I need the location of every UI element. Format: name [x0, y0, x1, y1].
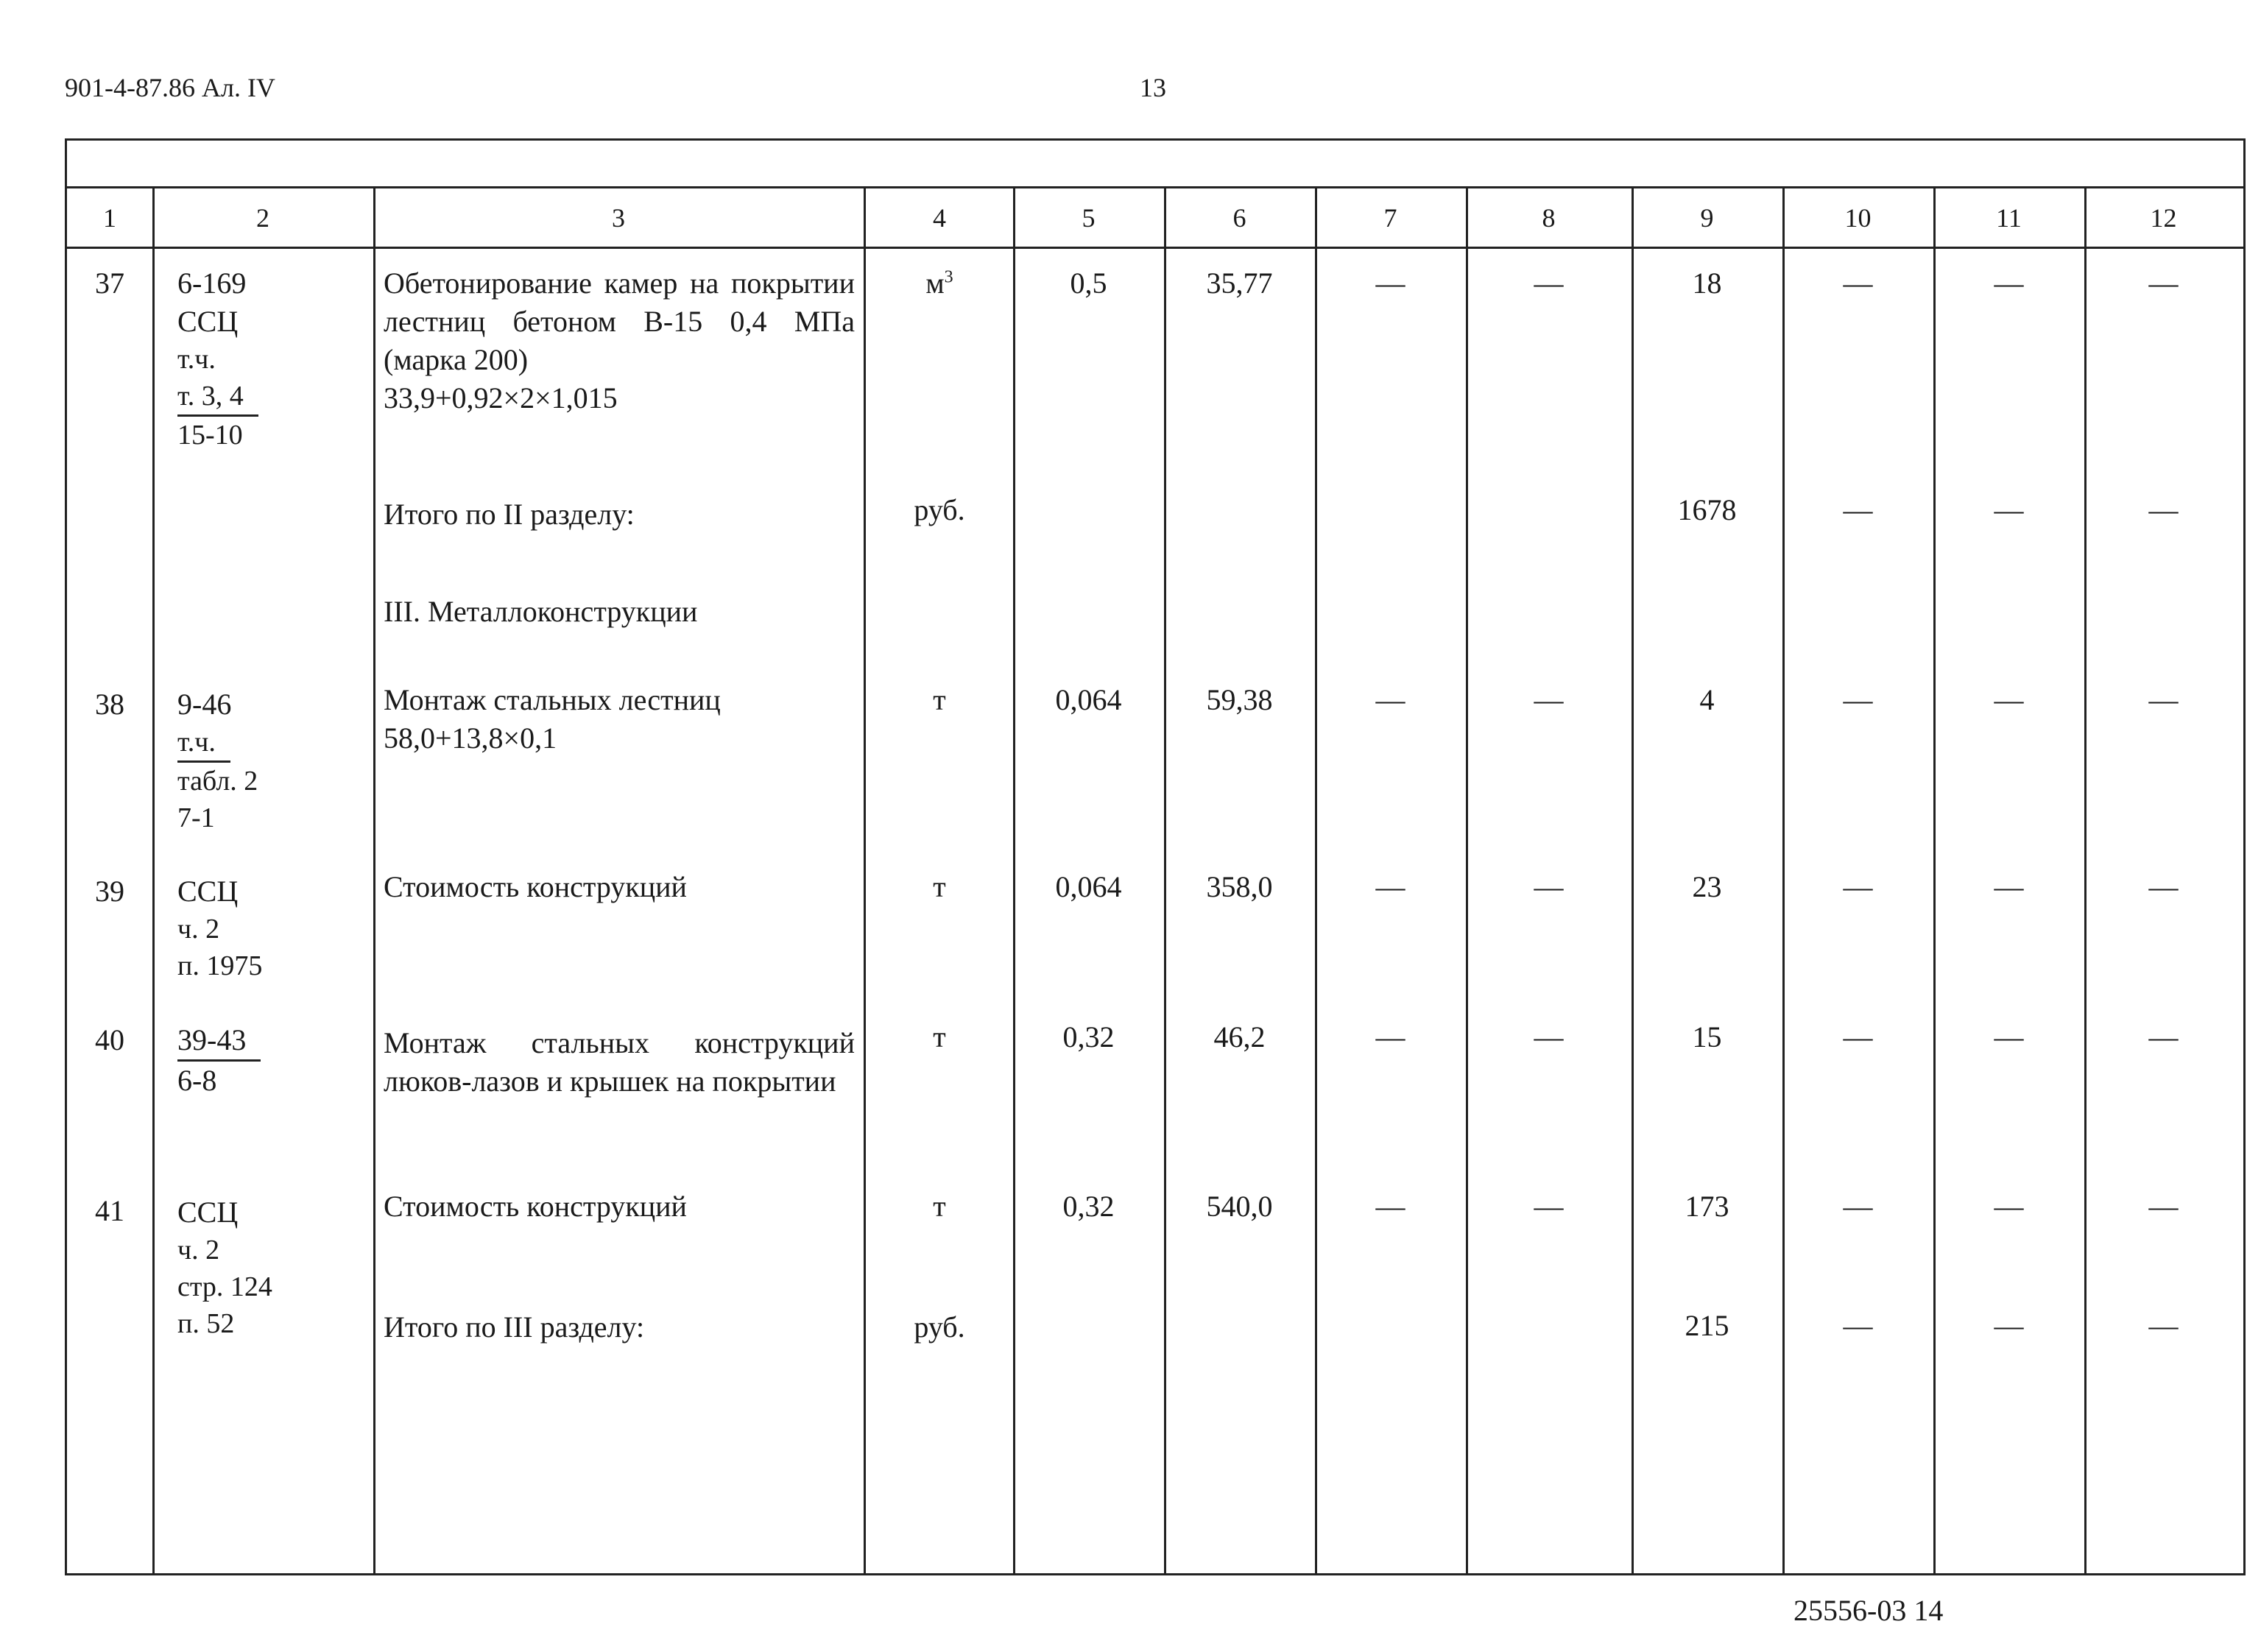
cell-value: — [1843, 493, 1873, 526]
quantity: 0,5 [1070, 266, 1107, 300]
row-number: 39 [95, 875, 124, 908]
work-formula: 33,9+0,92×2×1,015 [384, 381, 618, 414]
row-number: 38 [95, 688, 124, 721]
cell-value: — [1843, 1190, 1873, 1223]
cell-value: — [1994, 1190, 2024, 1223]
total-label: Итого по II разделу: [384, 498, 635, 531]
cell-value: — [1534, 870, 1564, 903]
table-header-strip [67, 141, 2243, 188]
cell-value: — [1375, 870, 1405, 903]
cell-value: — [1843, 683, 1873, 716]
total-cost: 4 [1699, 683, 1715, 716]
code-line: табл. 2 [177, 766, 258, 797]
unit: т [933, 1020, 946, 1053]
document-number: 25556-03 14 [1793, 1594, 1944, 1627]
quantity: 0,32 [1062, 1020, 1115, 1053]
cell-value: — [1375, 1020, 1405, 1053]
column-number: 10 [1844, 203, 1872, 233]
reference-code [177, 1193, 354, 1342]
quantity: 0,064 [1055, 683, 1122, 716]
code-line: т.ч. [177, 344, 216, 375]
reference-code [177, 264, 354, 453]
unit-price: 59,38 [1206, 683, 1273, 716]
cell-value: — [2148, 1190, 2179, 1223]
column-number: 3 [612, 203, 625, 233]
column-number: 11 [1996, 203, 2022, 233]
cell-value: — [1843, 870, 1873, 903]
unit: $м^3$ [925, 266, 953, 300]
cell-value: — [1843, 1309, 1873, 1342]
cell-value: — [1534, 683, 1564, 716]
code-line: 9-46 [177, 688, 232, 721]
cell-value: — [2148, 1309, 2179, 1342]
cell-value: — [1534, 1020, 1564, 1053]
unit: т [933, 683, 946, 716]
code-line: ССЦ [177, 305, 239, 338]
column-number: 5 [1082, 203, 1096, 233]
unit: руб. [914, 1310, 965, 1344]
code-line: стр. 124 [177, 1271, 272, 1302]
code-line: 7-1 [177, 802, 215, 833]
row-number: 41 [95, 1194, 124, 1227]
column-number: 4 [933, 203, 946, 233]
unit: т [933, 870, 946, 903]
code-line: ССЦ [177, 1196, 239, 1229]
estimate-table [65, 138, 2246, 1575]
work-description: Монтаж стальных конструкций люков-лазов и крышек на покрытии [384, 1026, 855, 1098]
total-label: Итого по III разделу: [384, 1310, 645, 1344]
row-number: 40 [95, 1023, 124, 1056]
work-description: Стоимость конструкций [384, 870, 687, 903]
unit-price: 358,0 [1206, 870, 1273, 903]
code-line: п. 52 [177, 1308, 235, 1339]
row-number: 37 [95, 266, 124, 300]
total-cost: 15 [1692, 1020, 1722, 1053]
column-divider [152, 186, 155, 1573]
column-number: 9 [1700, 203, 1714, 233]
code-line: п. 1975 [177, 950, 263, 981]
work-description: Монтаж стальных лестниц [384, 683, 721, 716]
section-total: 1678 [1677, 493, 1737, 526]
code-line: 39-43 [177, 1021, 261, 1062]
reference-code [177, 872, 354, 984]
cell-value: — [2148, 683, 2179, 716]
cell-value: — [1375, 683, 1405, 716]
cell-value: — [1534, 266, 1564, 300]
cell-value: — [2148, 493, 2179, 526]
code-line: ч. 2 [177, 1235, 220, 1266]
column-number: 2 [256, 203, 269, 233]
column-number: 7 [1383, 203, 1397, 233]
code-line: ч. 2 [177, 914, 220, 945]
cell-value: — [1994, 493, 2024, 526]
cell-value: — [1375, 1190, 1405, 1223]
code-line: т.ч. [177, 724, 230, 763]
cell-value: — [1994, 1309, 2024, 1342]
column-number: 1 [103, 203, 116, 233]
cell-value: — [2148, 870, 2179, 903]
code-line: ССЦ [177, 875, 239, 908]
cell-value: — [1994, 266, 2024, 300]
code-line: 6-8 [177, 1064, 217, 1097]
cell-value: — [1375, 266, 1405, 300]
page-number: 13 [1140, 73, 1166, 102]
cell-value: — [1994, 870, 2024, 903]
unit-price: 35,77 [1206, 266, 1273, 300]
unit: т [933, 1190, 946, 1223]
total-cost: 23 [1692, 870, 1722, 903]
cell-value: — [1994, 683, 2024, 716]
section-title: III. Металлоконструкции [384, 595, 698, 628]
document-code: 901-4-87.86 Ал. IV [65, 73, 275, 102]
cell-value: — [1534, 1190, 1564, 1223]
cell-value: — [1843, 266, 1873, 300]
column-number: 8 [1542, 203, 1556, 233]
reference-code [177, 1021, 354, 1100]
column-number: 12 [2150, 203, 2177, 233]
unit: руб. [914, 493, 965, 526]
cell-value: — [2148, 266, 2179, 300]
total-cost: 18 [1692, 266, 1722, 300]
column-number: 6 [1232, 203, 1246, 233]
reference-code [177, 685, 354, 836]
column-divider [373, 186, 375, 1573]
cell-value: — [1843, 1020, 1873, 1053]
quantity: 0,32 [1062, 1190, 1115, 1223]
work-description: Обетонирование камер на покрытии лестниц бетоном В-15 0,4 МПа (марка 200) [384, 266, 855, 376]
cell-value: — [1994, 1020, 2024, 1053]
unit-price: 540,0 [1206, 1190, 1273, 1223]
cell-value: — [2148, 1020, 2179, 1053]
code-line: т. 3, 4 [177, 378, 258, 417]
code-line: 15-10 [177, 420, 243, 451]
section-total: 215 [1685, 1309, 1729, 1342]
unit-price: 46,2 [1213, 1020, 1266, 1053]
total-cost: 173 [1685, 1190, 1729, 1223]
work-description: Стоимость конструкций [384, 1190, 687, 1223]
quantity: 0,064 [1055, 870, 1122, 903]
work-formula: 58,0+13,8×0,1 [384, 721, 557, 755]
code-line: 6-169 [177, 266, 247, 300]
